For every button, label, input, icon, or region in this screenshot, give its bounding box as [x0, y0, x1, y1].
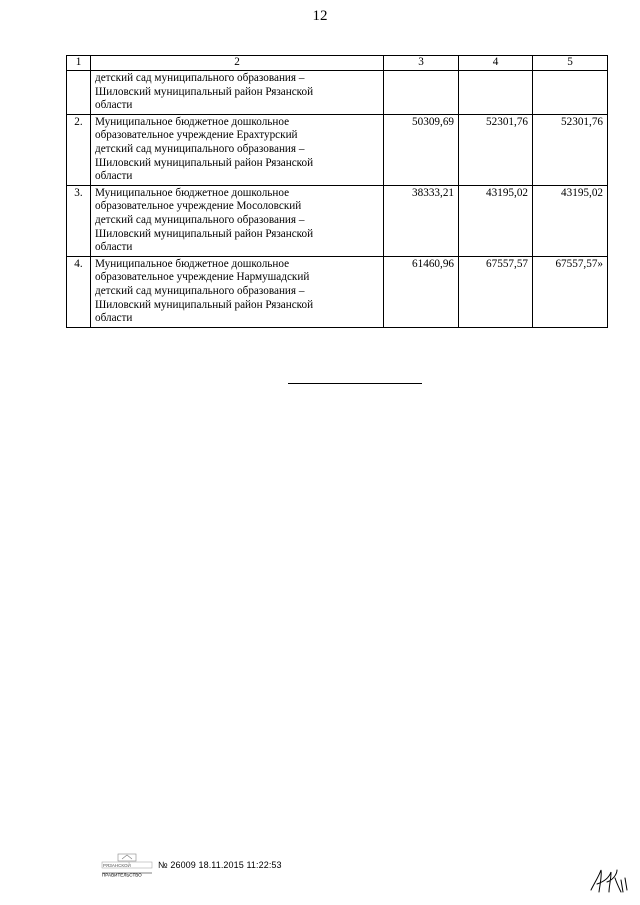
column-header: 2	[91, 56, 384, 71]
value-col5: 43195,02	[533, 185, 608, 256]
value-col5: 67557,57»	[533, 256, 608, 327]
government-emblem-icon	[100, 853, 154, 877]
description-line: Шиловский муниципальный район Рязанской	[95, 298, 314, 311]
row-number: 2.	[67, 114, 91, 185]
description-line: Муниципальное бюджетное дошкольное	[95, 186, 290, 199]
description-line: области	[95, 312, 133, 325]
description-line: детский сад муниципального образования –	[95, 72, 305, 84]
column-header: 3	[384, 56, 459, 71]
description-line: Шиловский муниципальный район Рязанской	[95, 85, 314, 98]
column-header: 4	[459, 56, 533, 71]
description-line: образовательное учреждение Мосоловский	[95, 200, 302, 213]
table-row	[67, 71, 608, 115]
row-description	[91, 114, 384, 185]
description-line: области	[95, 99, 133, 112]
registration-number: № 26009 18.11.2015 11:22:53	[158, 860, 282, 870]
value-col3	[384, 71, 459, 115]
emblem-text-bottom: ПРАВИТЕЛЬСТВО	[102, 872, 142, 877]
table-row	[67, 256, 608, 327]
description-line: Шиловский муниципальный район Рязанской	[95, 227, 314, 240]
description-line: детский сад муниципального образования –	[95, 142, 305, 155]
row-number: 3.	[67, 185, 91, 256]
table-row	[67, 114, 608, 185]
registration-stamp	[100, 852, 282, 878]
column-header: 5	[533, 56, 608, 71]
table-header-row	[67, 56, 608, 71]
value-col3: 38333,21	[384, 185, 459, 256]
value-col5: 52301,76	[533, 114, 608, 185]
value-col3: 61460,96	[384, 256, 459, 327]
column-header: 1	[67, 56, 91, 71]
page-number: 12	[312, 8, 328, 24]
row-description	[91, 71, 384, 115]
row-number	[67, 71, 91, 115]
signature-icon	[587, 862, 631, 896]
description-line: детский сад муниципального образования –	[95, 284, 305, 297]
value-col4: 52301,76	[459, 114, 533, 185]
description-line: области	[95, 170, 133, 183]
description-line: области	[95, 241, 133, 254]
description-line: Шиловский муниципальный район Рязанской	[95, 156, 314, 169]
description-line: Муниципальное бюджетное дошкольное	[95, 257, 290, 270]
row-description	[91, 256, 384, 327]
description-line: образовательное учреждение Нармушадский	[95, 271, 310, 284]
value-col4	[459, 71, 533, 115]
description-line: Муниципальное бюджетное дошкольное	[95, 115, 290, 128]
emblem-text-top: РЯЗАНСКОЙ	[103, 863, 131, 868]
end-of-document-rule	[288, 383, 422, 384]
description-line: детский сад муниципального образования –	[95, 213, 305, 226]
row-number: 4.	[67, 256, 91, 327]
value-col4: 67557,57	[459, 256, 533, 327]
data-table	[66, 55, 608, 328]
table-row	[67, 185, 608, 256]
row-description	[91, 185, 384, 256]
value-col4: 43195,02	[459, 185, 533, 256]
value-col5	[533, 71, 608, 115]
description-line: образовательное учреждение Ерахтурский	[95, 129, 298, 142]
value-col3: 50309,69	[384, 114, 459, 185]
